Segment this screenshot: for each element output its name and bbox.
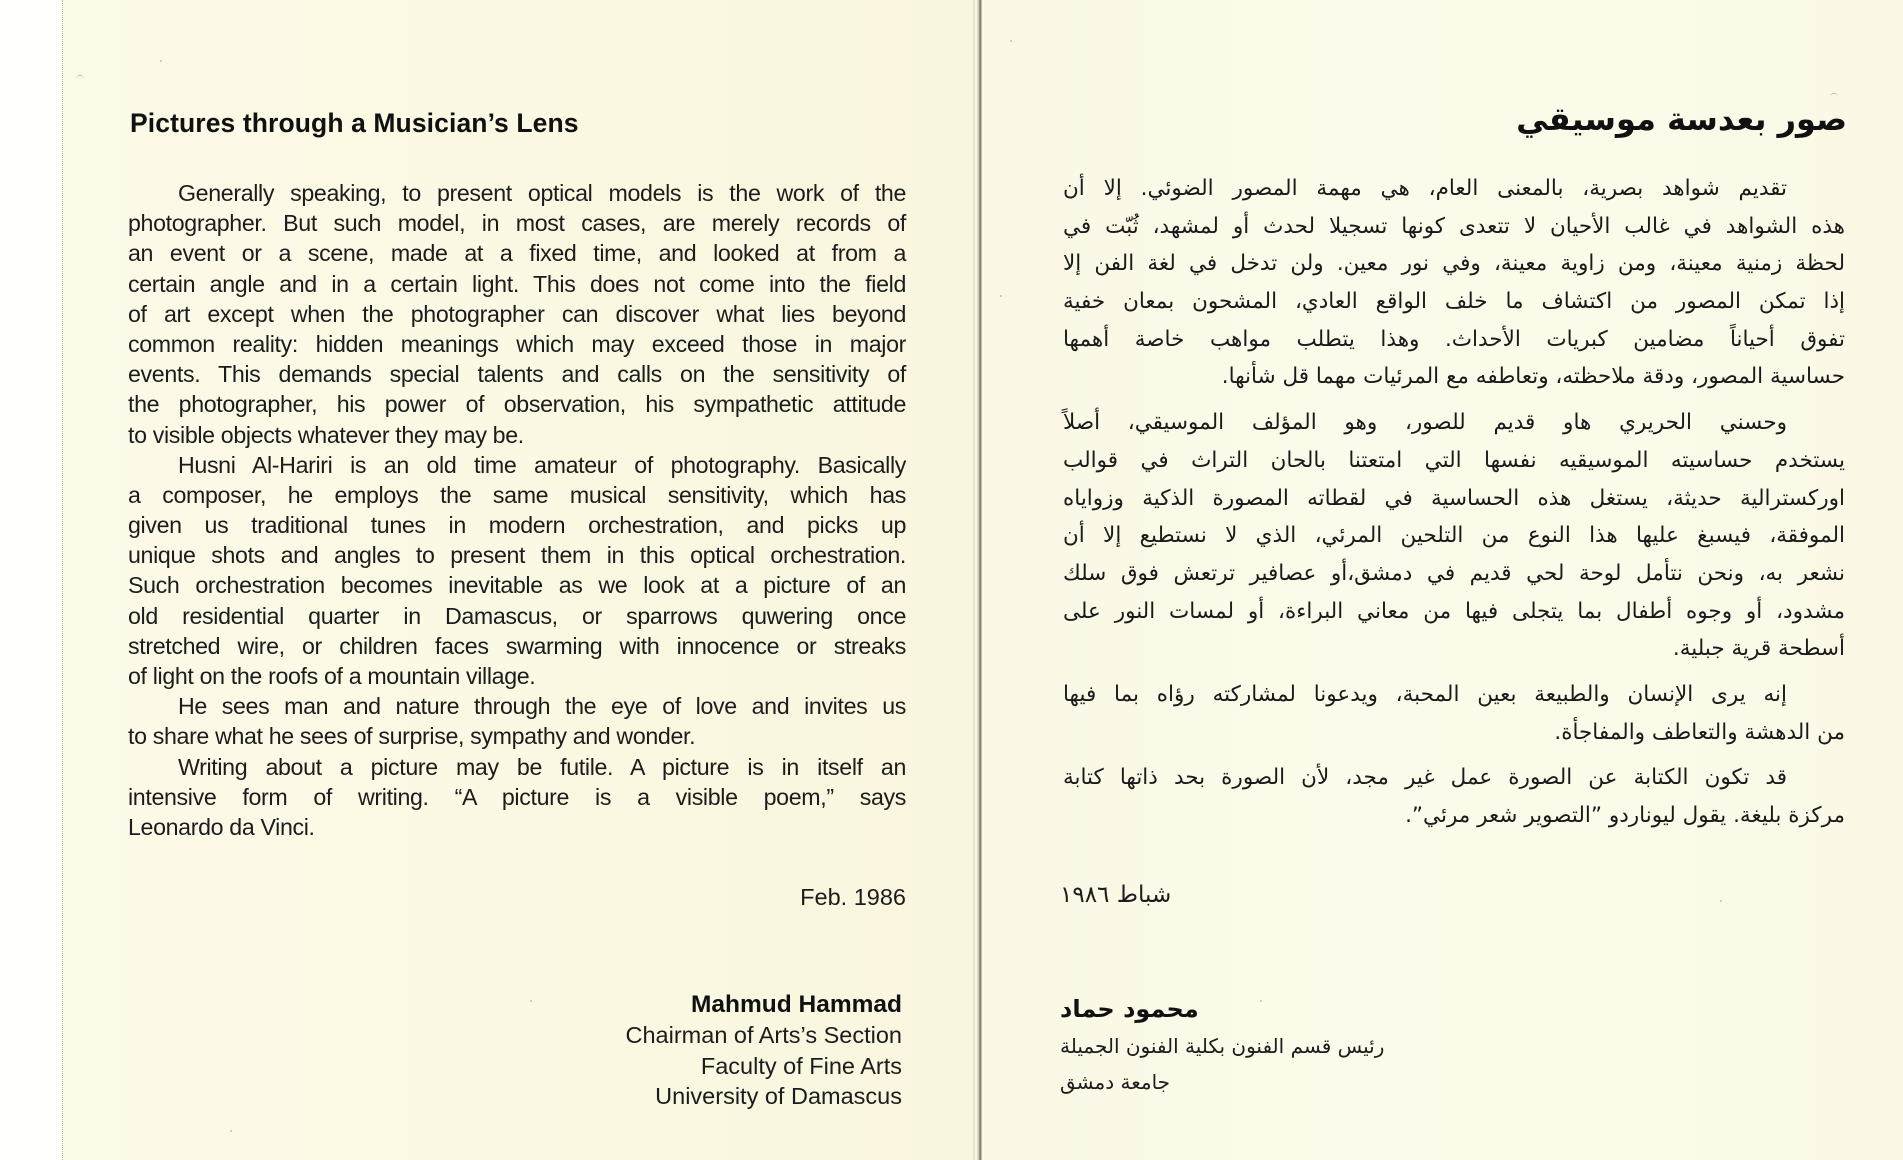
english-text-line: Writing about a picture may be futile. A picture is in itself an xyxy=(178,753,906,780)
english-text-line: to visible objects whatever they may be. xyxy=(128,421,524,448)
fold-shadow xyxy=(973,0,975,1160)
english-date: Feb. 1986 xyxy=(800,884,906,910)
english-text-line: intensive form of writing. “A picture is a visible poem,” says xyxy=(128,783,906,810)
arabic-text-line: الموفقة، فيسبغ عليها هذا النوع من التلحين المرئي، الذي لا نستطيع إلا أن xyxy=(1063,523,1845,549)
english-text-line: common reality: hidden meanings which may exceed those in major xyxy=(128,330,906,357)
paragraph-gap xyxy=(1063,751,1845,759)
arabic-text-line: من الدهشة والتعاطف والمفاجأة. xyxy=(1554,719,1845,745)
paper-mark xyxy=(76,75,84,82)
arabic-paragraph xyxy=(1063,676,1845,751)
english-text-line: Leonardo da Vinci. xyxy=(128,813,315,840)
paper-speck xyxy=(530,1000,532,1002)
paper-speck xyxy=(230,1130,232,1132)
arabic-text-line: إذا تمكن المصور من اكتشاف ما خلف الواقع العادي، المشحون بمعان خفية xyxy=(1063,289,1845,315)
english-text-line: a composer, he employs the same musical sensitivity, which has xyxy=(128,481,906,508)
english-text-line: certain angle and in a certain light. This does not come into the field xyxy=(128,270,906,297)
arabic-paragraph xyxy=(1063,404,1845,668)
arabic-text-line: لحظة زمنية معينة، ومن زاوية معينة، وفي نور معين. ولن تدخل في لغة الفن إلا xyxy=(1063,251,1845,277)
english-body xyxy=(128,178,906,842)
paper-mark xyxy=(1830,93,1838,100)
english-signature xyxy=(626,990,902,1112)
paper-speck xyxy=(160,60,162,62)
paper-speck xyxy=(1000,295,1002,297)
signature-title: Chairman of Arts’s Section xyxy=(625,1022,902,1048)
arabic-text-line: حساسية المصور، ودقة ملاحظته، وتعاطفه مع المرئيات مهما قل شأنها. xyxy=(1221,364,1845,390)
signature-name: Mahmud Hammad xyxy=(690,991,902,1018)
signature-university: University of Damascus xyxy=(655,1083,902,1109)
arabic-text-line: تفوق أحياناً مضامين كبريات الأحداث. وهذا يتطلب مواهب خاصة أهمها xyxy=(1063,326,1845,352)
english-text-line: the photographer, his power of observation, his sympathetic attitude xyxy=(128,391,906,418)
scan-margin xyxy=(0,0,63,1160)
arabic-title: صور بعدسة موسيقي xyxy=(1516,100,1847,138)
english-text-line: of art except when the photographer can discover what lies beyond xyxy=(128,300,906,327)
arabic-date: شباط ١٩٨٦ xyxy=(1060,882,1172,908)
arabic-text-line: مشدود، أو وجوه أطفال بما يتجلى فيها من معاني البراءة، أو لمسات النور على xyxy=(1063,598,1845,624)
english-title: Pictures through a Musician’s Lens xyxy=(130,108,579,138)
arabic-signature xyxy=(1060,990,1384,1100)
paragraph-gap xyxy=(1063,668,1845,676)
arabic-text-line: وحسني الحريري هاو قديم للصور، وهو المؤلف الموسيقي، أصلاً xyxy=(1063,410,1787,436)
english-text-line: He sees man and nature through the eye of love and invites us xyxy=(178,693,906,720)
arabic-text-line: يستخدم حساسيته الموسيقيه نفسها التي امتعتنا بالحان التراث في قوالب xyxy=(1063,447,1845,473)
arabic-text-line: تقديم شواهد بصرية، بالمعنى العام، هي مهمة المصور الضوئي. إلا أن xyxy=(1063,176,1787,201)
english-text-line: stretched wire, or children faces swarming with innocence or streaks xyxy=(128,632,906,659)
english-text-line: Husni Al-Hariri is an old time amateur of photography. Basically xyxy=(178,451,906,478)
english-text-line: to share what he sees of surprise, sympathy and wonder. xyxy=(128,723,696,750)
english-text-line: Such orchestration becomes inevitable as we look at a picture of an xyxy=(128,572,906,599)
arabic-paragraph xyxy=(1063,759,1845,834)
arabic-signature-name: محمود حماد xyxy=(1060,995,1199,1023)
english-text-line: old residential quarter in Damascus, or sparrows quwering once xyxy=(128,602,906,629)
arabic-text-line: اوركسترالية حديثة، يستغل هذه الحساسية في لقطاته المصورة الذكية وزواياه xyxy=(1063,485,1845,511)
arabic-text-line: نشعر به، ونحن نتأمل لوحة لحي قديم في دمشق،أو عصافير ترتعش فوق سلك xyxy=(1063,560,1845,586)
arabic-signature-university: جامعة دمشق xyxy=(1060,1070,1171,1094)
arabic-paragraph xyxy=(1063,170,1845,396)
english-text-line: events. This demands special talents and calls on the sensitivity of xyxy=(128,361,906,388)
arabic-signature-title: رئيس قسم الفنون بكلية الفنون الجميلة xyxy=(1060,1034,1385,1058)
paper-speck xyxy=(1720,900,1722,902)
arabic-text-line: هذه الشواهد في غالب الأحيان لا تتعدى كونها تسجيلا لحدث أو لمشهد، ثُبّت في xyxy=(1063,213,1845,239)
english-text-line: Generally speaking, to present optical models is the work of the xyxy=(178,180,906,206)
english-text-line: of light on the roofs of a mountain village. xyxy=(128,663,536,689)
arabic-text-line: مركزة بليغة. يقول ليوناردو ”التصوير شعر مرئي”. xyxy=(1405,803,1845,828)
paper-speck xyxy=(1010,40,1012,42)
paragraph-gap xyxy=(1063,396,1845,404)
arabic-text-line: أسطحة قرية جبلية. xyxy=(1672,636,1845,662)
english-text-line: an event or a scene, made at a fixed time, and looked at from a xyxy=(128,240,906,267)
english-text-line: photographer. But such model, in most cases, are merely records of xyxy=(128,210,906,237)
english-text-line: given us traditional tunes in modern orchestration, and picks up xyxy=(128,512,906,539)
arabic-text-line: إنه يرى الإنسان والطبيعة بعين المحبة، ويدعونا لمشاركته رؤاه بما فيها xyxy=(1063,681,1787,707)
page-fold xyxy=(977,0,982,1160)
arabic-text-line: قد تكون الكتابة عن الصورة عمل غير مجد، لأن الصورة بحد ذاتها كتابة xyxy=(1063,765,1787,791)
english-text-line: unique shots and angles to present them in this optical orchestration. xyxy=(128,542,906,569)
arabic-body xyxy=(1063,170,1845,835)
signature-faculty: Faculty of Fine Arts xyxy=(700,1052,902,1079)
